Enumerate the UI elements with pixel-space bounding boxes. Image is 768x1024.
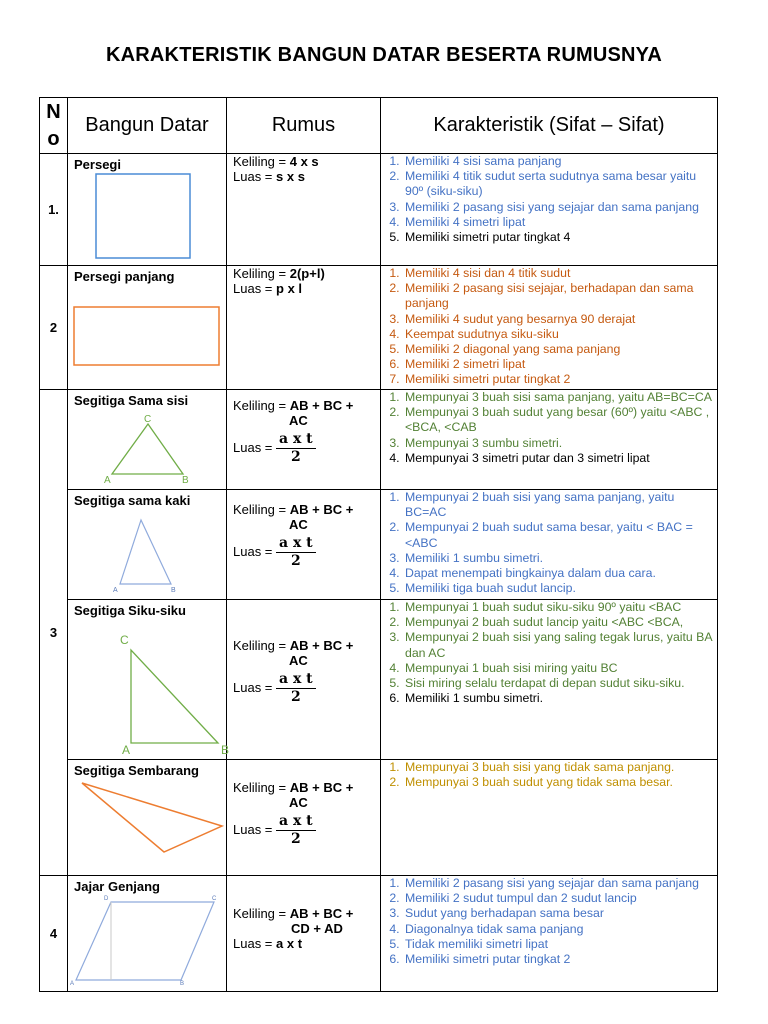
properties-cell	[381, 390, 718, 490]
shape-name: Segitiga Sembarang	[74, 763, 199, 778]
vertex-label: C	[144, 414, 152, 425]
list-item: 5. Memiliki simetri putar tingkat 4	[403, 230, 717, 245]
row-number: 3	[40, 390, 68, 876]
shape-cell	[68, 760, 227, 876]
list-item: 1. Mempunyai 2 buah sisi yang sama panjang, yaitu BC=AC	[403, 490, 717, 520]
properties-cell	[381, 154, 718, 266]
properties-list	[381, 390, 717, 466]
formula-cell	[227, 760, 381, 876]
vertex-label: A	[113, 587, 118, 594]
table-row	[40, 760, 718, 876]
properties-list	[381, 760, 717, 790]
shape-name: Segitiga sama kaki	[74, 493, 191, 508]
rectangle-shape	[68, 284, 226, 364]
scalene-triangle-shape	[68, 778, 226, 858]
shape-cell	[68, 876, 227, 992]
shape-name: Jajar Genjang	[74, 879, 160, 894]
keliling-formula-cont: AC	[289, 517, 308, 532]
list-item: 5. Sisi miring selalu terdapat di depan sudut siku-siku.	[403, 676, 717, 691]
properties-list	[381, 154, 717, 245]
shape-name: Persegi panjang	[74, 269, 175, 284]
luas-formula: Luas = $\frac{\text{a x t}}{2}$	[227, 536, 380, 569]
keliling-formula: Keliling = AB + BC +	[233, 398, 354, 413]
list-item: 1. Mempunyai 3 buah sisi yang tidak sama panjang.	[403, 760, 717, 775]
table-row	[40, 490, 718, 600]
vertex-label: A	[122, 743, 131, 757]
keliling-formula: Keliling = AB + BC +	[233, 638, 354, 653]
vertex-label: D	[104, 896, 109, 902]
list-item: 5. Memiliki tiga buah sudut lancip.	[403, 581, 717, 596]
formula-cell	[227, 490, 381, 600]
list-item: 2. Mempunyai 2 buah sudut sama besar, yaitu < BAC = <ABC	[403, 520, 717, 550]
list-item: 3. Sudut yang berhadapan sama besar	[403, 906, 717, 921]
list-item: 6. Memiliki 2 simetri lipat	[403, 357, 717, 372]
header-karakteristik: Karakteristik (Sifat – Sifat)	[381, 98, 718, 154]
row-number: 4	[40, 876, 68, 992]
properties-cell	[381, 266, 718, 390]
vertex-label: B	[221, 743, 230, 757]
luas-formula: Luas = $\frac{\text{a x t}}{2}$	[227, 432, 380, 465]
list-item: 3. Memiliki 2 pasang sisi yang sejajar dan sama panjang	[403, 200, 717, 215]
luas-fraction: $\frac{\text{a x t}}{2}$	[276, 814, 316, 847]
keliling-formula: Keliling = AB + BC +	[233, 780, 354, 795]
keliling-formula: Keliling = AB + BC +	[233, 502, 354, 517]
properties-cell	[381, 760, 718, 876]
list-item: 5. Tidak memiliki simetri lipat	[403, 937, 717, 952]
list-item: 3. Mempunyai 2 buah sisi yang saling tegak lurus, yaitu BA dan AC	[403, 630, 717, 660]
list-item: 2. Memiliki 2 sudut tumpul dan 2 sudut lancip	[403, 891, 717, 906]
vertex-label: B	[180, 981, 185, 987]
vertex-label: A	[70, 981, 75, 987]
formula-cell	[227, 600, 381, 760]
shape-cell	[68, 490, 227, 600]
list-item: 3. Memiliki 1 sumbu simetri.	[403, 551, 717, 566]
formula-cell	[227, 876, 381, 992]
shape-cell	[68, 390, 227, 490]
properties-cell	[381, 876, 718, 992]
list-item: 2. Memiliki 4 titik sudut serta sudutnya sama besar yaitu 90º (siku-siku)	[403, 169, 717, 199]
shape-name: Segitiga Siku-siku	[74, 603, 186, 618]
list-item: 2. Mempunyai 3 buah sudut yang besar (60º) yaitu <ABC , <BCA, <CAB	[403, 405, 717, 435]
luas-formula: Luas = s x s	[233, 169, 305, 184]
keliling-formula-cont: AC	[289, 653, 308, 668]
vertex-label: C	[120, 633, 129, 647]
luas-formula: Luas = p x l	[233, 281, 303, 296]
luas-fraction: $\frac{\text{a x t}}{2}$	[276, 432, 316, 465]
keliling-formula: Keliling = AB + BC +	[233, 906, 354, 921]
list-item: 4. Memiliki 4 simetri lipat	[403, 215, 717, 230]
list-item: 2. Memiliki 2 pasang sisi sejajar, berhadapan dan sama panjang	[403, 281, 717, 311]
luas-fraction: $\frac{\text{a x t}}{2}$	[276, 536, 316, 569]
list-item: 6. Memiliki simetri putar tingkat 2	[403, 952, 717, 967]
right-triangle-shape	[68, 618, 230, 757]
row-number: 2	[40, 266, 68, 390]
list-item: 2. Mempunyai 2 buah sudut lancip yaitu <ABC <BCA,	[403, 615, 717, 630]
luas-formula: Luas = a x t	[233, 936, 303, 951]
list-item: 3. Mempunyai 3 sumbu simetri.	[403, 436, 717, 451]
properties-list	[381, 490, 717, 596]
list-item: 4. Diagonalnya tidak sama panjang	[403, 922, 717, 937]
list-item: 1. Mempunyai 3 buah sisi sama panjang, yaitu AB=BC=CA	[403, 390, 717, 405]
shape-name: Persegi	[74, 157, 121, 172]
vertex-label: B	[171, 587, 176, 594]
luas-formula: Luas = $\frac{\text{a x t}}{2}$	[227, 672, 380, 705]
header-bangun-datar: Bangun Datar	[68, 98, 227, 154]
list-item: 1. Memiliki 4 sisi sama panjang	[403, 154, 717, 169]
list-item: 4. Mempunyai 3 simetri putar dan 3 simetri lipat	[403, 451, 717, 466]
shape-cell	[68, 600, 230, 760]
formula-cell	[227, 390, 381, 490]
parallelogram-shape	[68, 894, 226, 986]
table-row	[40, 266, 718, 390]
list-item: 1. Memiliki 4 sisi dan 4 titik sudut	[403, 266, 717, 281]
keliling-formula-cont: AC	[289, 413, 308, 428]
list-item: 4. Mempunyai 1 buah sisi miring yaitu BC	[403, 661, 717, 676]
list-item: 5. Memiliki 2 diagonal yang sama panjang	[403, 342, 717, 357]
header-no: N o	[40, 98, 68, 154]
table-row	[40, 154, 718, 266]
shape-cell	[68, 154, 227, 266]
row-number: 1.	[40, 154, 68, 266]
luas-formula: Luas = $\frac{\text{a x t}}{2}$	[227, 814, 380, 847]
vertex-label: C	[212, 896, 217, 902]
properties-cell	[381, 490, 718, 600]
properties-list	[381, 876, 717, 967]
vertex-label: B	[182, 475, 189, 486]
list-item: 7. Memiliki simetri putar tingkat 2	[403, 372, 717, 387]
page-title: KARAKTERISTIK BANGUN DATAR BESERTA RUMUSNYA	[105, 44, 662, 66]
header-rumus: Rumus	[227, 98, 381, 154]
luas-fraction: $\frac{\text{a x t}}{2}$	[276, 672, 316, 705]
shape-cell	[68, 266, 227, 390]
table-row	[40, 390, 718, 490]
list-item: 3. Memiliki 4 sudut yang besarnya 90 derajat	[403, 312, 717, 327]
keliling-formula-cont: CD + AD	[291, 921, 343, 936]
properties-list	[381, 266, 717, 388]
keliling-formula: Keliling = 4 x s	[233, 154, 319, 169]
list-item: 1. Memiliki 2 pasang sisi yang sejajar dan sama panjang	[403, 876, 717, 891]
shape-name: Segitiga Sama sisi	[74, 393, 189, 408]
equilateral-triangle-shape	[68, 408, 226, 484]
formula-cell	[227, 266, 381, 390]
list-item: 6. Memiliki 1 sumbu simetri.	[403, 691, 717, 706]
properties-cell	[381, 600, 718, 760]
properties-list	[381, 600, 717, 706]
isosceles-triangle-shape	[68, 508, 226, 594]
vertex-label: A	[104, 475, 111, 486]
shapes-table	[39, 97, 718, 992]
keliling-formula: Keliling = 2(p+l)	[233, 266, 325, 281]
formula-cell	[227, 154, 381, 266]
keliling-formula-cont: AC	[289, 795, 308, 810]
list-item: 4. Dapat menempati bingkainya dalam dua cara.	[403, 566, 717, 581]
table-row	[40, 600, 718, 760]
list-item: 1. Mempunyai 1 buah sudut siku-siku 90º yaitu <BAC	[403, 600, 717, 615]
header-row	[40, 98, 718, 154]
square-shape	[68, 172, 226, 260]
list-item: 4. Keempat sudutnya siku-siku	[403, 327, 717, 342]
table-row	[40, 876, 718, 992]
list-item: 2. Mempunyai 3 buah sudut yang tidak sama besar.	[403, 775, 717, 790]
